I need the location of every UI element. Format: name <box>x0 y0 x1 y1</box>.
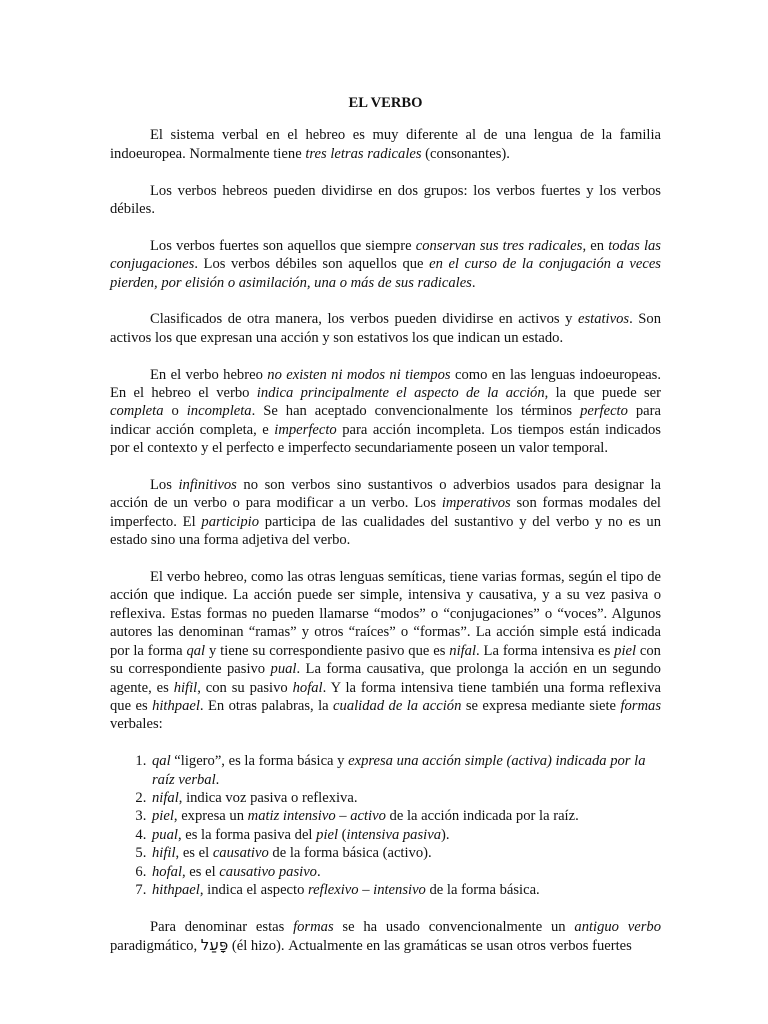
emphasis: nifal <box>152 789 179 806</box>
text: de la forma básica. <box>425 881 540 898</box>
text: como en las lenguas indoeuropeas. En el hebreo el verbo <box>110 366 661 402</box>
text: El verbo hebreo, como las otras lenguas semíticas, tiene varias formas, según el tipo de acción que indique. La acción puede ser simple, intensiva y causativa, y a su vez pasiva o reflexiva. Estas formas no pueden llamarse “modos” o “conjugaciones” o “voces”. Algunos autores las denominan “ramas” y otros “raíces” o “formas”. La acción simple está indicada por la forma <box>110 569 661 659</box>
text: con su correspondiente pasivo <box>110 642 661 678</box>
emphasis: qal <box>186 642 206 659</box>
emphasis: piel <box>614 642 637 659</box>
emphasis: infinitivos <box>178 477 237 494</box>
emphasis: formas <box>293 918 334 935</box>
emphasis: intensiva pasiva <box>346 826 441 843</box>
emphasis: hithpael <box>152 881 200 898</box>
emphasis: estativos <box>577 311 630 328</box>
list-item <box>150 844 661 862</box>
text: Clasificados de otra manera, los verbos pueden dividirse en activos y <box>150 311 578 328</box>
paragraph-5 <box>110 366 661 458</box>
list-item <box>150 826 661 844</box>
text: , es el <box>182 863 220 880</box>
paragraph-3 <box>110 237 661 292</box>
text: para acción incompleta. Los tiempos están indicados por el contexto y el perfecto e imperfecto secundariamente poseen un valor temporal. <box>110 421 661 457</box>
text: , es el <box>175 845 213 862</box>
text: En el verbo hebreo <box>150 366 268 383</box>
text: . La forma causativa, que prolonga la acción en un segundo agente, es <box>110 661 661 696</box>
verb-forms-list <box>110 752 661 899</box>
text: son formas modales del imperfecto. El <box>110 495 661 530</box>
text: y tiene su correspondiente pasivo que es <box>205 642 450 659</box>
text: ). <box>441 826 450 843</box>
text: . <box>215 771 220 788</box>
text: (él hizo). Actualmente en las gramáticas se usan otros verbos fuertes <box>228 938 632 955</box>
list-item <box>150 789 661 807</box>
emphasis: causativo pasivo <box>219 863 317 880</box>
text: . <box>471 274 476 291</box>
emphasis: hithpael <box>152 697 200 714</box>
text: . Se han aceptado convencionalmente los términos <box>251 403 581 420</box>
text: . La forma intensiva es <box>476 642 615 659</box>
emphasis: incompleta <box>186 403 252 420</box>
text: (consonantes). <box>421 145 510 162</box>
document-body <box>110 94 661 956</box>
text: no son verbos sino sustantivos o adverbios usados para designar la acción de un verbo o para modificar a un verbo. Los <box>110 477 661 512</box>
emphasis: todas las conjugaciones <box>110 237 661 273</box>
text: , la que puede ser <box>544 385 662 402</box>
text: Los verbos fuertes son aquellos que siempre <box>150 237 416 254</box>
text: , en <box>582 237 609 254</box>
text: . Y la forma intensiva tiene también una forma reflexiva que es <box>110 679 661 714</box>
paragraph-6 <box>110 476 661 550</box>
text: . <box>316 863 321 880</box>
emphasis: hofal <box>152 863 182 880</box>
text: El sistema verbal en el hebreo es muy diferente al de una lengua de la familia indoeuropea. Normalmente tiene <box>110 127 661 162</box>
emphasis: matiz intensivo – activo <box>247 808 386 825</box>
emphasis: formas <box>620 697 661 714</box>
emphasis: no existen ni modos ni tiempos <box>267 366 451 383</box>
paragraph-2: Los verbos hebreos pueden dividirse en dos grupos: los verbos fuertes y los verbos débiles. <box>110 182 661 218</box>
text: de la forma básica (activo). <box>268 845 432 862</box>
emphasis: pual <box>152 826 178 843</box>
emphasis: indica principalmente el aspecto de la acción <box>256 385 545 402</box>
emphasis: causativo <box>212 845 269 862</box>
text: paradigmático, <box>110 938 201 955</box>
list-item <box>150 881 661 899</box>
paragraph-7 <box>110 568 661 734</box>
text: . Son activos los que expresan una acción y son estativos los que indican un estado. <box>110 311 661 346</box>
paragraph-4 <box>110 310 661 347</box>
text: o <box>163 403 187 420</box>
text: de la acción indicada por la raíz. <box>385 808 579 825</box>
emphasis: hifil <box>152 845 176 862</box>
emphasis: hifil <box>173 679 198 696</box>
text: “ligero”, es la forma básica y <box>170 753 349 770</box>
emphasis: imperfecto <box>274 421 337 438</box>
emphasis: qal <box>152 753 171 770</box>
paragraph-8 <box>110 918 661 956</box>
emphasis: piel <box>316 826 339 843</box>
text: Para denominar estas <box>150 918 294 935</box>
page-title: EL VERBO <box>348 95 423 111</box>
emphasis: antiguo verbo <box>574 918 661 935</box>
emphasis: nifal <box>449 642 477 659</box>
emphasis: hofal <box>292 679 323 696</box>
text: . En otras palabras, la <box>199 697 334 714</box>
emphasis: piel <box>152 808 174 825</box>
emphasis: conservan sus tres radicales <box>415 237 583 254</box>
emphasis: pual <box>270 661 297 678</box>
emphasis: participio <box>201 513 259 530</box>
emphasis: en el curso de la conjugación a veces pierden, por elisión o asimilación, una o más de sus radicales <box>110 256 661 291</box>
text: , expresa un <box>173 808 248 825</box>
text: participa de las cualidades del sustantivo y del verbo y no es un estado sino una forma adjetiva del verbo. <box>110 513 661 549</box>
list-item <box>150 863 661 881</box>
text: Los <box>150 477 179 494</box>
text: ( <box>338 826 347 843</box>
emphasis: completa <box>110 403 164 420</box>
text: verbales: <box>110 716 163 733</box>
text: se expresa mediante siete <box>461 697 621 714</box>
text: , indica el aspecto <box>199 881 309 898</box>
emphasis: cualidad de la acción <box>333 697 462 714</box>
emphasis: reflexivo – intensivo <box>308 881 426 898</box>
text: , indica voz pasiva o reflexiva. <box>178 789 358 806</box>
list-item <box>150 752 661 789</box>
emphasis: expresa una acción simple (activa) indicada por la raíz verbal <box>152 753 646 788</box>
text: . Los verbos débiles son aquellos que <box>194 256 430 273</box>
text: , es la forma pasiva del <box>177 826 317 843</box>
emphasis: imperativos <box>441 495 511 512</box>
emphasis: tres letras radicales <box>305 145 422 162</box>
hebrew-word: פָּעַל <box>200 936 229 955</box>
list-item <box>150 807 661 825</box>
emphasis: perfecto <box>580 403 628 420</box>
text: , con su pasivo <box>197 679 293 696</box>
text: se ha usado convencionalmente un <box>333 918 575 935</box>
paragraph-1 <box>110 126 661 163</box>
text: para indicar acción completa, e <box>110 403 661 438</box>
